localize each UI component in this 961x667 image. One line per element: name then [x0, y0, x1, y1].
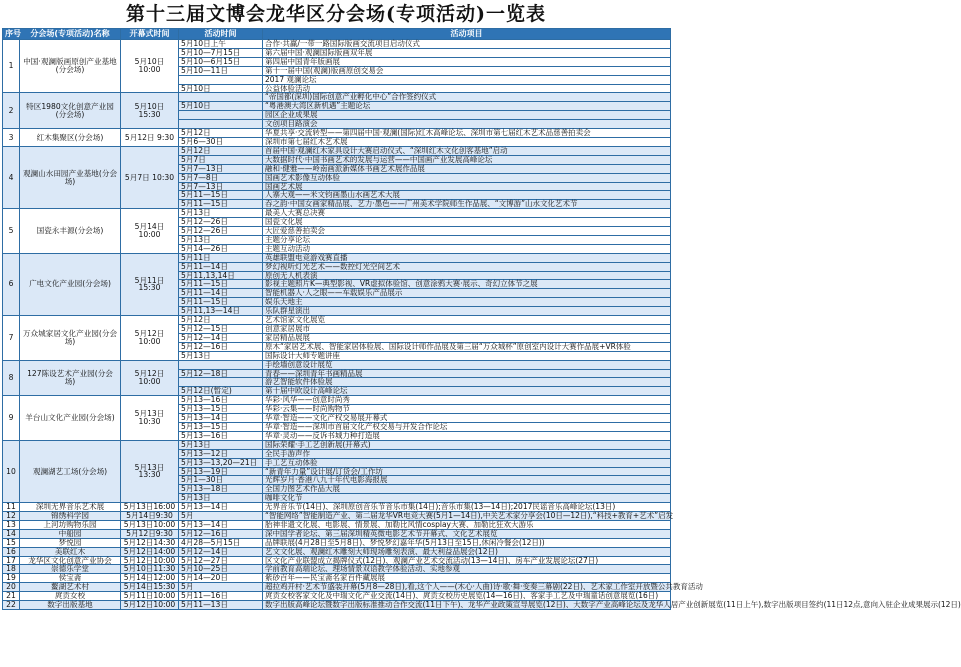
- activity-item: 数字出版高峰论坛暨数字出版标准推动合作交流(11日下午)、龙华产业政策宣导展览(12日)、大数字产业高峰论坛及龙华人居产业创新展览(11日上午),数字出版项目签约(11日12点,意向入驻企业成果展示(12日): [263, 601, 671, 610]
- activity-item: 庹贡女校客家文化及中瑞文化产业交流(14日)、庹贡女校历史展览(14—16日)、客家手工艺及中瑞童话创意展览(16日): [263, 592, 671, 601]
- activity-item: 华彩·风华——创意时尚秀: [263, 396, 671, 405]
- table-row: [3, 529, 671, 538]
- venue-name: 侯宝斋: [20, 574, 121, 583]
- table-row: [3, 146, 671, 155]
- opening-time: 5月12日 9:30: [121, 129, 179, 147]
- activity-item: 第十一届中国(观澜)版画原创交易会: [263, 66, 671, 75]
- activity-time: 5月13—16日: [179, 431, 263, 440]
- row-seq: 11: [3, 503, 20, 512]
- activity-time: 5月14—26日: [179, 244, 263, 253]
- activity-time: 4月28—5月15日: [179, 538, 263, 547]
- venue-name: 龙华区文化创意产业协会: [20, 556, 121, 565]
- table-row: [3, 253, 671, 262]
- table-row: [3, 547, 671, 556]
- venue-name: 羊台山文化产业园(分会场): [20, 396, 121, 441]
- activity-item: 品牌联展(4月28日至5月8日)、梦悦梦幻嘉年华(5月13日至15日,休闲冷餐会(12日)): [263, 538, 671, 547]
- activity-time: 5月7—8日: [179, 173, 263, 182]
- venue-name: 上河坊购物乐园: [20, 520, 121, 529]
- venue-name: 数字出版基地: [20, 601, 121, 610]
- activity-time: 5月13—16日: [179, 396, 263, 405]
- activity-item: 首届中国·观澜红木家具设计大赛启动仪式、“深圳红木文化创客基地”启动: [263, 146, 671, 155]
- opening-time: 5月12日 10:00: [121, 316, 179, 361]
- activity-item: 大数据时代·中国书画艺术的发展与运营——中国画产业发展高峰论坛: [263, 155, 671, 164]
- header-opening: 开幕式时间: [121, 29, 179, 40]
- row-seq: 21: [3, 592, 20, 601]
- activity-table: [2, 28, 961, 610]
- activity-item: 第四届中国青年版画展: [263, 57, 671, 66]
- activity-item: “新青年力量”设计展/订货会/工作坊: [263, 467, 671, 476]
- activity-item: 家居精品展展: [263, 333, 671, 342]
- activity-time: 5月: [179, 512, 263, 521]
- row-seq: 19: [3, 574, 20, 583]
- activity-item: 国际荣耀·手工艺创新展(开幕式): [263, 440, 671, 449]
- opening-time: 5月12日14:00: [121, 547, 179, 556]
- table-body: [3, 39, 961, 610]
- activity-time: 5月11—15日: [179, 200, 263, 209]
- activity-item: 国画艺术影像互动体验: [263, 173, 671, 182]
- activity-time: 5月13—15日: [179, 405, 263, 414]
- venue-name: 127陈设艺术产业园(分会场): [20, 360, 121, 396]
- activity-time: 5月10—7月15日: [179, 48, 263, 57]
- opening-time: 5月10日 15:30: [121, 93, 179, 129]
- activity-item: 创意家居展市: [263, 325, 671, 334]
- activity-time: 5月12日: [179, 146, 263, 155]
- activity-item: 英雄联盟电竞游戏赛直播: [263, 253, 671, 262]
- activity-time: 5月10日上午: [179, 40, 263, 49]
- activity-time: 5月12—14日: [179, 547, 263, 556]
- opening-time: 5月13日16:00: [121, 503, 179, 512]
- activity-item: 手工艺互动体验: [263, 458, 671, 467]
- activity-item: 融和·健雅——岭南画派新媒体书画艺术展作品展: [263, 164, 671, 173]
- activity-time: 5月13—18日: [179, 485, 263, 494]
- header-seq: 序号: [3, 29, 20, 40]
- activity-time: 5月14—20日: [179, 574, 263, 583]
- activity-time: 5月10日: [179, 102, 263, 111]
- opening-time: 5月13日 13:30: [121, 440, 179, 502]
- header-venue: 分会场(专项活动)名称: [20, 29, 121, 40]
- opening-time: 5月12日9:30: [121, 529, 179, 538]
- activity-time: 5月11—15日: [179, 191, 263, 200]
- activity-item: 全国力图艺术作品大展: [263, 485, 671, 494]
- venue-name: 美联红木: [20, 547, 121, 556]
- row-seq: 14: [3, 529, 20, 538]
- venue-name: 特区1980文化创意产业园(分会场): [20, 93, 121, 129]
- opening-time: 5月7日 10:30: [121, 146, 179, 208]
- activity-item: 国画艺术展: [263, 182, 671, 191]
- activity-time: 5月11,13,14日: [179, 271, 263, 280]
- activity-item: 园区企业成果展: [263, 111, 671, 120]
- venue-name: 深圳无界音乐艺术展: [20, 503, 121, 512]
- activity-time: 5月12—16日: [179, 342, 263, 351]
- row-seq: 2: [3, 93, 20, 129]
- activity-time: 5月6—30日: [179, 137, 263, 146]
- venue-name: 梦悦园: [20, 538, 121, 547]
- venue-name: 观澜山水田园产业基地(分会场): [20, 146, 121, 208]
- activity-time: 5月11—14日: [179, 289, 263, 298]
- activity-item: 智能机器人·人之眼——车载娱乐产品展示: [263, 289, 671, 298]
- activity-time: 5月12日(暂定): [179, 387, 263, 396]
- opening-time: 5月14日12:00: [121, 574, 179, 583]
- activity-time: 5月: [179, 583, 263, 592]
- activity-time: 5月11—15日: [179, 298, 263, 307]
- venue-name: 万众城家居文化产业园(分会场): [20, 316, 121, 361]
- row-seq: 20: [3, 583, 20, 592]
- activity-time: 5月12—15日: [179, 325, 263, 334]
- venue-name: 中船园: [20, 529, 121, 538]
- activity-item: 公益体验活动: [263, 84, 671, 93]
- table-row: [3, 316, 671, 325]
- activity-item: 光辉岁月·香港八九十年代电影海报展: [263, 476, 671, 485]
- header-activity-time: 活动时间: [179, 29, 263, 40]
- header-activity: 活动项目: [263, 29, 671, 40]
- activity-time: [179, 360, 263, 369]
- activity-item: 文创项目路演会: [263, 120, 671, 129]
- activity-time: 5月12日: [179, 129, 263, 138]
- activity-item: 第六届中国·观澜国际版画双年展: [263, 48, 671, 57]
- opening-time: 5月14日 10:00: [121, 209, 179, 254]
- venue-name: 国瓷永丰源(分会场): [20, 209, 121, 254]
- activity-time: 5月13—19日: [179, 467, 263, 476]
- opening-time: 5月10日11:30: [121, 565, 179, 574]
- activity-time: 5月12—26日: [179, 227, 263, 236]
- activity-item: 艺术馆家文化展览: [263, 316, 671, 325]
- activity-item: 全民手游声作: [263, 449, 671, 458]
- row-seq: 5: [3, 209, 20, 254]
- row-seq: 6: [3, 253, 20, 315]
- row-seq: 8: [3, 360, 20, 396]
- activity-item: 主题分享论坛: [263, 235, 671, 244]
- activity-item: 原创无人机表演: [263, 271, 671, 280]
- venue-name: 中国·观澜版画原创产业基地(分会场): [20, 40, 121, 93]
- activity-time: 5月11—15日: [179, 280, 263, 289]
- activity-item: 艺文文化展、观澜红木雕刻大师现场雕刻表演、最大利益品展会(12日): [263, 547, 671, 556]
- opening-time: 5月12日14:30: [121, 538, 179, 547]
- activity-item: 原木“家居艺术展、智能家居体验展、国际设计师作品展及第三届“万众城杯”原创室内设计大赛作品展+VR体验: [263, 342, 671, 351]
- activity-item: 华章·灵动——反诉书城力种打造展: [263, 431, 671, 440]
- activity-time: 5月7—13日: [179, 182, 263, 191]
- activity-time: 5月11—13日: [179, 601, 263, 610]
- activity-item: 无界音乐节(14日)、深圳原创音乐节音乐市集(14日);音乐市集(13—14日);2017民谣音乐高峰论坛(13日): [263, 503, 671, 512]
- activity-item: “粤港澳大湾区新机遇”主题论坛: [263, 102, 671, 111]
- opening-time: 5月14日9:30: [121, 512, 179, 521]
- activity-item: 青春——深圳青年书画精品展: [263, 369, 671, 378]
- activity-item: “智能网络”智能制造产业、第二届龙华VR电竞大赛(5月1—14日),中关艺术家分享会(10日—12日),“科技+教育+艺术”启发: [263, 512, 671, 521]
- venue-name: 崇德乐学堂: [20, 565, 121, 574]
- activity-item: 游艺智能软件体验展: [263, 378, 671, 387]
- activity-time: 5月12—26日: [179, 218, 263, 227]
- activity-item: 2017 观澜论坛: [263, 75, 671, 84]
- opening-time: 5月10日 10:00: [121, 40, 179, 93]
- activity-time: 5月13日: [179, 494, 263, 503]
- activity-item: 咖啡文化节: [263, 494, 671, 503]
- activity-time: 5月11—14日: [179, 262, 263, 271]
- activity-item: 华夏共享·交流转型——第四届中国·观澜(国际)红木高峰论坛、深圳市第七届红木艺术品慈善拍卖会: [263, 129, 671, 138]
- activity-item: 区文化产业联盟成立揭牌仪式(12日)、观澜产业艺术交流活动(13—14日)、房车产业发展论坛(27日): [263, 556, 671, 565]
- opening-time: 5月12日 10:00: [121, 360, 179, 396]
- opening-time: 5月11日 15:30: [121, 253, 179, 315]
- activity-item: 国际设计大师专题讲座: [263, 351, 671, 360]
- venue-name: 广电文化产业园(分会场): [20, 253, 121, 315]
- activity-time: 5月12—18日: [179, 369, 263, 378]
- activity-item: 华章·智造——文化产权交易展开幕式: [263, 414, 671, 423]
- activity-item: 合作·共赢/一带一路国际版画交流项目启动仪式: [263, 40, 671, 49]
- activity-item: 华彩·云集——时尚购物节: [263, 405, 671, 414]
- row-seq: 12: [3, 512, 20, 521]
- table-row: [3, 360, 671, 369]
- activity-time: 5月13日: [179, 440, 263, 449]
- activity-item: 华章·智造——深圳市首届文化产权交易与开发合作论坛: [263, 422, 671, 431]
- activity-time: 5月1—30日: [179, 476, 263, 485]
- activity-item: 娱乐天地主: [263, 298, 671, 307]
- activity-item: 大匠爱慈善拍卖会: [263, 227, 671, 236]
- venue-name: 鳌湖艺术村: [20, 583, 121, 592]
- activity-time: 5月10—25日: [179, 565, 263, 574]
- activity-item: 深圳市第七届红木艺术展: [263, 137, 671, 146]
- activity-time: 5月13—15日: [179, 422, 263, 431]
- activity-time: 5月13日: [179, 235, 263, 244]
- activity-time: 5月13—14日: [179, 520, 263, 529]
- activity-item: 人寨大观——米文钧画墨山水画艺术大展: [263, 191, 671, 200]
- activity-item: 主题互动活动: [263, 244, 671, 253]
- table-row: [3, 520, 671, 529]
- row-seq: 15: [3, 538, 20, 547]
- venue-name: 红木集聚区(分会场): [20, 129, 121, 147]
- table-row: [3, 538, 671, 547]
- activity-time: 5月10—6月15日: [179, 57, 263, 66]
- opening-time: 5月13日10:00: [121, 520, 179, 529]
- opening-time: 5月11日10:00: [121, 592, 179, 601]
- row-seq: 10: [3, 440, 20, 502]
- activity-item: 国瓷文化展: [263, 218, 671, 227]
- activity-item: 第十届中欧设计高峰论坛: [263, 387, 671, 396]
- activity-time: 5月12—16日: [179, 529, 263, 538]
- activity-item: 乐队群星演出: [263, 307, 671, 316]
- row-seq: 4: [3, 146, 20, 208]
- activity-item: 胎神非遗文化展、电影展、情景展、加勒比风情cosplay大赛、加勒比狂欢大游乐: [263, 520, 671, 529]
- table-row: [3, 209, 671, 218]
- row-seq: 18: [3, 565, 20, 574]
- row-seq: 13: [3, 520, 20, 529]
- opening-time: 5月13日 10:30: [121, 396, 179, 441]
- activity-item: 手绘墙创意设计展览: [263, 360, 671, 369]
- activity-time: 5月13—12日: [179, 449, 263, 458]
- activity-time: 5月13日: [179, 351, 263, 360]
- activity-time: 5月12日: [179, 316, 263, 325]
- activity-item: 学前教育高端论坛、理场情景双语教学体验活动、实地参观: [263, 565, 671, 574]
- opening-time: 5月12日10:00: [121, 556, 179, 565]
- activity-time: 5月13—13,20—21日: [179, 458, 263, 467]
- activity-item: 最美人大赛总决赛: [263, 209, 671, 218]
- row-seq: 17: [3, 556, 20, 565]
- row-seq: 16: [3, 547, 20, 556]
- venue-name: 观澜湖艺工场(分会场): [20, 440, 121, 502]
- row-seq: 7: [3, 316, 20, 361]
- activity-time: 5月10日: [179, 84, 263, 93]
- activity-item: “帝国都(深圳)国际创意产业孵化中心”合作签约仪式: [263, 93, 671, 102]
- activity-time: 5月12—27日: [179, 556, 263, 565]
- activity-time: 5月10—11日: [179, 66, 263, 75]
- opening-time: 5月12日10:00: [121, 601, 179, 610]
- row-seq: 9: [3, 396, 20, 441]
- activity-item: 吞之韵·中国女画家精品展、艺力·墨色——广州美术学院师生作品展、“文博游”山水文化艺术节: [263, 200, 671, 209]
- venue-name: 锦绣科学园: [20, 512, 121, 521]
- activity-time: 5月13日: [179, 209, 263, 218]
- document-title: 第十三届文博会龙华区分会场(专项活动)一览表: [126, 3, 546, 25]
- activity-time: 5月13—14日: [179, 414, 263, 423]
- activity-item: 超拉鸡开村·艺术节盛装开幕(5月8—28日),看,这个人——(木心·人曲)诗·歌·舞·变奏三幕剧(22日)、艺术家工作室开放暨公共教育活动: [263, 583, 671, 592]
- activity-item: 梦幻视听灯光艺术——数控灯光空间艺术: [263, 262, 671, 271]
- activity-time: 5月7日: [179, 155, 263, 164]
- activity-time: 5月12—14日: [179, 333, 263, 342]
- activity-time: 5月11,13—14日: [179, 307, 263, 316]
- activity-time: 5月11日: [179, 253, 263, 262]
- activity-time: 5月7—13日: [179, 164, 263, 173]
- row-seq: 22: [3, 601, 20, 610]
- activity-item: 紫砂百年——民宝斋名家百件藏展展: [263, 574, 671, 583]
- row-seq: 1: [3, 40, 20, 93]
- opening-time: 5月14日15:30: [121, 583, 179, 592]
- table-row: [3, 601, 671, 610]
- activity-item: 深中国学者论坛、第三届深圳精英微电影艺术节开幕式、文化艺术展览: [263, 529, 671, 538]
- table-row: [3, 440, 671, 449]
- row-seq: 3: [3, 129, 20, 147]
- activity-item: 影视主题照片K—典型影视、VR虚拟体验馆、创意涂鸦大赛·展示、奇幻立体节之展: [263, 280, 671, 289]
- activity-time: 5月11—16日: [179, 592, 263, 601]
- venue-name: 庹贡女校: [20, 592, 121, 601]
- activity-time: [179, 111, 263, 120]
- table-header-row: [3, 29, 671, 40]
- activity-time: 5月13—14日: [179, 503, 263, 512]
- activity-time: [179, 75, 263, 84]
